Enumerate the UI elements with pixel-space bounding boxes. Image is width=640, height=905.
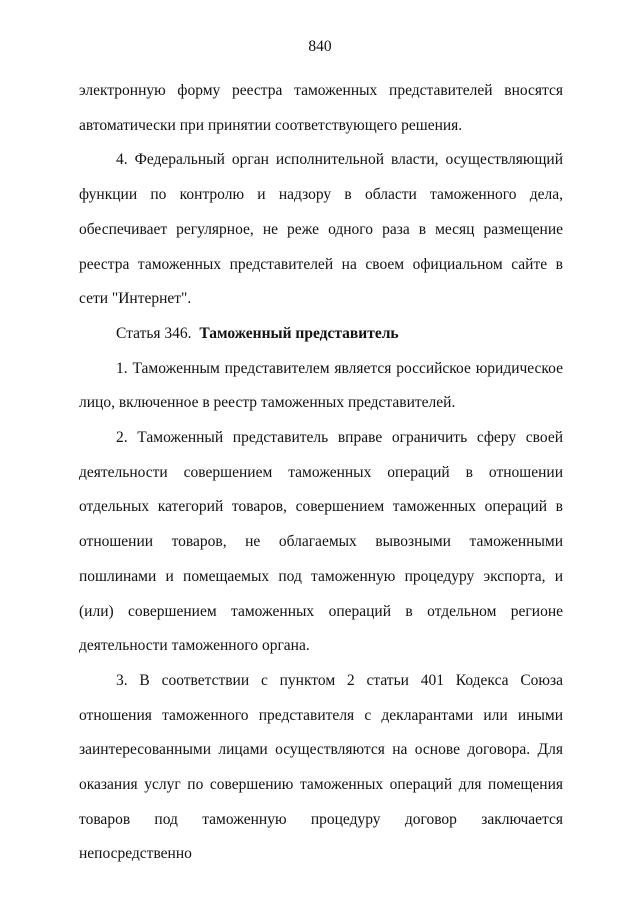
article-paragraph-1: 1. Таможенным представителем является российское юридическое лицо, включенное в реестр таможенных представителей. [79, 359, 563, 412]
article-paragraph-3: 3. В соответствии с пунктом 2 статьи 401 Кодекса Союза отношения таможенного представителя с декларантами или иными заинтересованными лицами осуществляются на основе договора. Для оказания услуг по совершению таможенных операций для помещения товаров под таможенную процедуру договор заключается непосредственно [79, 671, 563, 863]
paragraph-item-4: 4. Федеральный орган исполнительной власти, осуществляющий функции по контролю и надзору в области таможенного дела, обеспечивает регулярное, не реже одного раза в месяц размещение реестра таможенных представителей на своем официальном сайте в сети "Интернет". [79, 151, 563, 308]
article-label: Статья 346. [116, 324, 192, 342]
paragraph-continuation: электронную форму реестра таможенных представителей вносятся автоматически при принятии соответствующего решения. [79, 82, 563, 134]
article-heading [79, 317, 563, 352]
document-body [79, 74, 563, 872]
page-number: 840 [308, 38, 332, 55]
article-paragraph-2: 2. Таможенный представитель вправе ограничить сферу своей деятельности совершением таможенных операций в отношении отдельных категорий товаров, совершением таможенных операций в отношении товаров, не облагаемых вывозными таможенными пошлинами и помещаемых под таможенную процедуру экспорта, и (или) совершением таможенных операций в отдельном регионе деятельности таможенного органа. [79, 429, 563, 655]
article-title: Таможенный представитель [199, 324, 399, 342]
